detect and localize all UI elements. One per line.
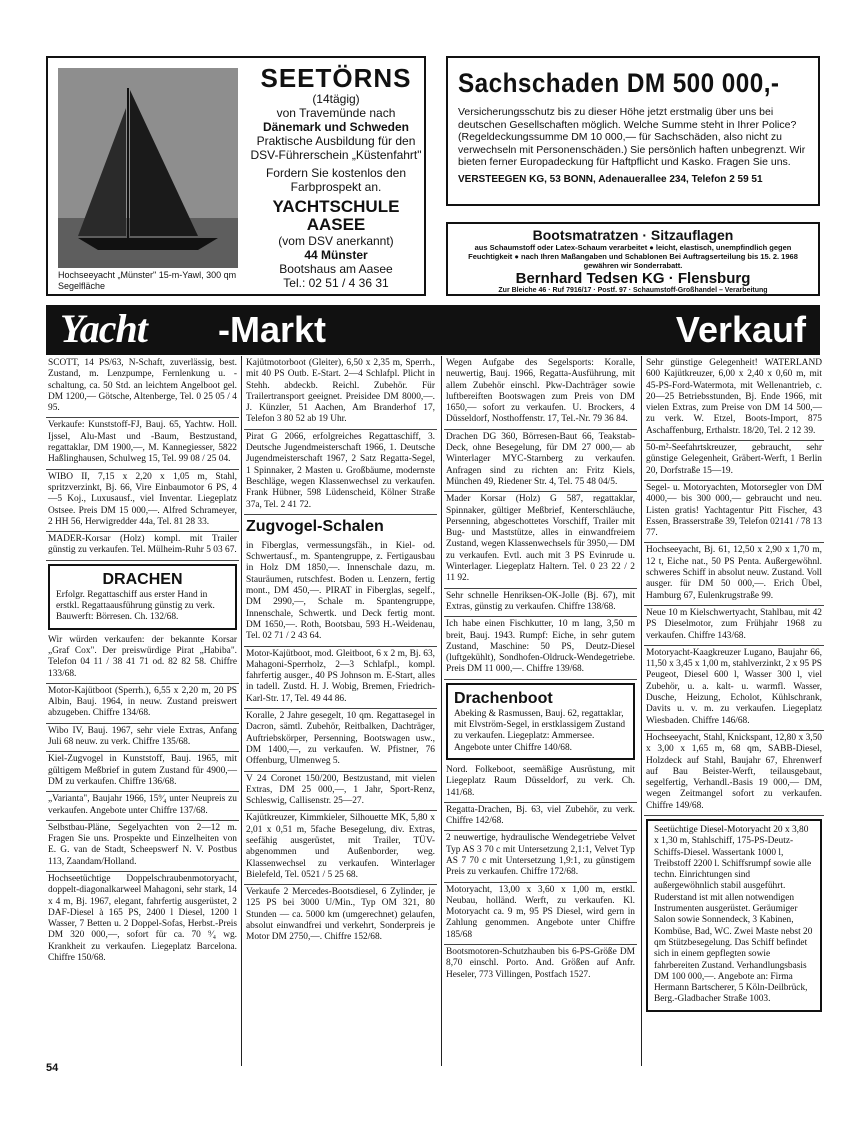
classified-entry: Ich habe einen Fischkutter, 10 m lang, 3,50 m breit, Bauj. 1943. Rumpf: Eiche, in sehr gutem Zustand, Maschine: 50 PS, Deutz-Diesel (luftgekühlt), Sondhofen-Oldruck-Wendegetriebe. Preis DM 11 000,—. Chiffre 139/68. [444, 617, 637, 679]
yacht-logo: Yacht [60, 306, 147, 351]
photo-caption: Hochseeyacht „Münster" 15-m-Yawl, 300 qm Segelfläche [58, 270, 237, 291]
zugvogel-text: in Fiberglas, vermessungsfäh., in Kiel- od. Schwertausf., m. Spantengruppe, z. Fertigausbau in Holz DM 1850,—. Innenschale dazu, m. Stauräumen, rutschfest. Boden u. Lenzern, fertig mont., DM 450,—. PIRAT in Fiberglas, segelf., DM 2990,—, Schale m. Spantengruppe, Innenschale, Schwertk. und Deck fertig mont. DM 1650,—. Roth, Bootsbau, 593 H.-Weidenau, Tel. 02 71 / 2 43 64. [244, 539, 437, 647]
classified-entry: Pirat G 2066, erfolgreiches Regattaschiff, 3. Deutsche Jugendmeisterschaft 1966, 1. Deutsche Jugendmeisterschaft 1967, 2 Satz Regatta-Segel, 1 Spinnaker, 2 Masten u. Großbäume, modernste Beschläge, wegen Klassenwechsel zu verkaufen. Frank Hübner, 598 Lüdenscheid, Kölner Straße 37a, Tel. 2 41 72. [244, 430, 437, 515]
classified-entry: V 24 Coronet 150/200, Bestzustand, mit vielen Extras, DM 25 000,—, 1 Jahr, Sport-Renz, Schleswig, Callisenstr. 25—27. [244, 772, 437, 812]
bootsmatratzen-title: Bootsmatratzen · Sitzauflagen [532, 227, 734, 243]
seetoerns-text [248, 64, 424, 290]
sachschaden-address: VERSTEEGEN KG, 53 BONN, Adenauerallee 234, Telefon 2 59 51 [458, 173, 763, 185]
seetoerns-line2: Dänemark und Schweden [262, 120, 410, 134]
classified-entry: Selbstbau-Pläne, Segelyachten von 2—12 m. Fragen Sie uns. Prospekte und Einzelheiten von E. G. van de Stadt, Scheepswerf N. V. Postbus 113, Zaandam/Holland. [46, 821, 239, 872]
classified-entry: Motor-Kajütboot, mod. Gleitboot, 6 x 2 m, Bj. 63, Mahagoni-Sperrholz, 2—3 Schlafpl., kompl. fahrfertig ausger., 40 PS Johnson m. E-Start, alles in tadell. Zustd. H. J. Wobig, Bremen, Friedrich-Karl-Str. 17, Tel. 49 44 86. [244, 647, 437, 709]
column-divider [441, 356, 442, 1066]
classified-entry: WIBO II, 7,15 x 2,20 x 1,05 m, Stahl, spritzverzinkt, Bj. 66, Vire Einbaumotor 6 PS, 4—5 Koj., Luxusausf., viel Inventar. Liegeplatz Ostsee. Preis DM 15 000,—. Alfred Schrameyer, 2 HH 56, Herwigredder 44a, Tel. 81 28 33. [46, 470, 239, 532]
column-1 [46, 356, 239, 967]
seetoerns-title: SEETÖRNS [260, 63, 412, 93]
classified-entry: 2 neuwertige, hydraulische Wendegetriebe Velvet Typ AS 3 70 c mit Untersetzung 2,1:1, Velvet Typ AS 7 70 c mit Untersetzung 1,9:1, zu günstigem Preis zu verkaufen. Chiffre 172/68. [444, 831, 637, 882]
classified-entry: Motor-Kajütboot (Sperrh.), 6,55 x 2,20 m, 20 PS Albin, Bauj. 1964, in neuw. Zustand preiswert abzugeben. Chiffre 134/68. [46, 684, 239, 724]
classified-entry: Wegen Aufgabe des Segelsports: Koralle, neuwertig, Bauj. 1966, Regatta-Ausführung, mit allem Zubehör einschl. Pkw-Dachträger sowie luftbereiften Bootswagen zum Preis von DM 1650,— sofort zu verkaufen. U. Brockers, 4 Düsseldorf, Nosthoffenstr. 17, Tel.-Nr. 79 36 84. [444, 356, 637, 430]
classified-entry: SCOTT, 14 PS/63, N-Schaft, zuverlässig, best. Zustand, m. Lenzpumpe, Fernlenkung u. -schaltung, ca. 50 Std. an leichtem Angelboot gel. DM 1200,— Götsche, Altenberge, Tel. 0 25 05 / 4 95. [46, 356, 239, 418]
sachschaden-body: Versicherungsschutz bis zu dieser Höhe jetzt erstmalig über uns bei deutschen Gesellschaften möglich. Welche Summe steht in Ihrer Police? (Regeldeckungssumme DM 10 000,— für Sachschäden, also nicht zu verwechseln mit Personenschäden.) Sie persönlich haften unbegrenzt. Wir bieten ferner Europadeckung für Haftpflicht und Kasko. Fragen Sie uns. [458, 106, 806, 168]
bootsmatratzen-body: aus Schaumstoff oder Latex-Schaum verarbeitet ● leicht, elastisch, unempfindlich gegen Feuchtigkeit ● nach Ihren Maßangaben und Schablonen Bei Auftragserteilung bis 15. 2. 1968 gewähren wir Sonderrabatt. [468, 243, 798, 270]
page-number: 54 [46, 1062, 59, 1074]
seetoerns-freq: (14tägig) [312, 92, 360, 106]
diesel-motoryacht-box: Seetüchtige Diesel-Motoryacht 20 x 3,80 x 1,30 m, Stahlschiff, 175-PS-Deutz-Schiffs-Diesel. Wassertank 1000 l, Treibstoff 2200 l. Schiffsrumpf sowie alle techn. Einrichtungen sind außergewöhnlich stabil ausgeführt. Ruderstand ist mit allen notwendigen Instrumenten ausgerüstet. Geräumiger Salon sowie Sonnendeck, 3 Kabinen, Kombüse, Bad, WC. Zwei Maste nebst 20 qm Stützbesegelung. Das Schiff befindet sich in einem gepflegten sowie fahrbereiten Zustand. Verhandlungsbasis DM 100 000,—. Angebote an: Firma Hermann Bartscherer, 5 Köln-Deilbrück, Berg.-Gladbacher Straße 1003. [646, 819, 822, 1012]
classified-entry: Neue 10 m Kielschwertyacht, Stahlbau, mit 42 PS Dieselmotor, zum Frühjahr 1968 zu verkaufen. Chiffre 143/68. [644, 606, 824, 646]
classified-entry: Kajütmotorboot (Gleiter), 6,50 x 2,35 m, Sperrh., mit 40 PS Outb. E-Start. 2—4 Schlafpl. Plicht in Stehh. abdeckb. Reichl. Zubehör. Für Trailertransport geeignet. Preisidee DM 8000,—. J. Künzler, 51 Aachen, Am Branderhof 17, Telefon 3 80 52 ab 19 Uhr. [244, 356, 437, 430]
classified-entry: Kiel-Zugvogel in Kunststoff, Bauj. 1965, mit gültigem Meßbrief in gutem Zustand für 4900,— DM zu verkaufen. Chiffre 136/68. [46, 752, 239, 792]
classified-entry: Kajütkreuzer, Kimmkieler, Silhouette MK, 5,80 x 2,01 x 0,51 m, 5fache Besegelung, div. Extras, seefähig ausgerüstet, mit Trailer, TÜV-abgenommen und Außenborder, weg. Klassenwechsel zu verkaufen. Winterlager Bielefeld, Tel. 0521 / 5 25 68. [244, 811, 437, 885]
ad-sachschaden [446, 56, 820, 206]
zugvogel-title: Zugvogel-Schalen [246, 517, 384, 535]
seetoerns-city: 44 Münster [304, 248, 368, 262]
classified-entry: Hochseeyacht, Bj. 61, 12,50 x 2,90 x 1,70 m, 12 t, Eiche nat., 50 PS Penta. Außergewöhnl. schweres Schiff in absolut neuw. Zustand. Voll ausger. für DM 50 000,—. Erich Übel, Hamburg 67, Eulenkrugstraße 99. [644, 543, 824, 605]
column-2 [244, 356, 437, 947]
classified-entry: Sehr günstige Gelegenheit! WATERLAND 600 Kajütkreuzer, 6,00 x 2,40 x 0,60 m, mit 45-PS-Ford-Watermota, mit Wellenantrieb, c. 20—25 Betriebsstunden, Bj. Ende 1966, mit vielen Extras, zum Preise von DM 14 500,— zu verk. W. Etzel, Boots-Import, 875 Aschaffenburg, Erthalstr. 18/20, Tel. 2 12 39. [644, 356, 824, 441]
sachschaden-headline: Sachschaden DM 500 000,- [458, 68, 780, 98]
classified-entry: Hochseeyacht, Stahl, Knickspant, 12,80 x 3,50 x 3,00 x 1,65 m, 68 qm, SABB-Diesel, Holzdeck auf Stahl, Baujahr 67, Ehrenwerf auf Bau Beister-Werft, teilausgebaut, segelfertig, Verhandl.-Basis 19 000,— DM, wegen Zeitmangel sofort zu verkaufen. Chiffre 149/68. [644, 731, 824, 816]
classified-entry: Drachen DG 360, Börresen-Baut 66, Teakstab-Deck, ohne Besegelung, für DM 27 000,— ab Winterlager MYC-Starnberg zu verkaufen. Anfragen sind zu richten an: Fritz Kiels, München 49, Riedener Str. 4, Tel. 75 48 04/5. [444, 430, 637, 492]
classified-entry: Wibo IV, Bauj. 1967, sehr viele Extras, Anfang Juli 68 neuw. zu verk. Chiffre 135/68. [46, 724, 239, 753]
classified-entry: Verkaufe: Kunststoff-FJ, Bauj. 65, Yachtw. Holl. Ijssel, Alu-Mast und -Baum, Bestzustand, regattaklar, DM 1900,—, M. Kannegiesser, 5822 Haßlinghausen, Schulweg 15, Tel. 99 08 / 25 04. [46, 418, 239, 469]
seetoerns-line3: Praktische Ausbildung für den DSV-Führerschein „Küstenfahrt" [250, 134, 422, 162]
drachen-text: Erfolgr. Regattaschiff aus erster Hand in erstkl. Regattaausführung günstig zu verk. Bauwerft: Börresen. Ch. 132/68. [56, 589, 215, 623]
classified-entry: Hochseetüchtige Doppelschraubenmotoryacht, doppelt-diagonalkarweel Mahagoni, sehr stark, 14 x 4 m, Bj. 1967, elegant, fahrfertig ausgerüstet, 2 DAF-Diesel à 165 PS, 2400 l Diesel, 1200 l Wasser, 7 Betten u. 2 Doppel-Sofas, Herbst.-Preis DM 320 000,—, sofort für ca. 70 ⁹⁄₄ wg. Krankheit zu verkaufen. Liegeplatz Barcelona. Chiffre 150/68. [48, 873, 237, 964]
seetoerns-phone: Tel.: 02 51 / 4 36 31 [283, 276, 389, 290]
classified-entry: Mader Korsar (Holz) G 587, regattaklar, Spinnaker, gültiger Meßbrief, Kenterschläuche, Persenning, abgeschottetes Vorschiff, Trailer mit Bug- und Maststütze, alles in einwandfreiem Zustand, wegen Klassenwechsels für 3950,— DM zu verkaufen. Evtl. auch mit 3 PS Evinrude u. Winterlager. Liegeplatz Haltern. Tel. 0 23 22 / 2 11 92. [444, 492, 637, 588]
column-divider [641, 356, 642, 1066]
drachenboot-title: Drachenboot [454, 689, 553, 707]
column-4 [644, 356, 824, 1015]
classified-entry: Nord. Folkeboot, seemäßige Ausrüstung, mit Liegeplatz Raum Düsseldorf, zu verk. Ch. 141/68. [444, 763, 637, 803]
seetoerns-line4: Fordern Sie kostenlos den Farbprospekt an. [265, 166, 407, 194]
drachenboot-box [446, 683, 635, 760]
classified-entry: Segel- u. Motoryachten, Motorsegler von DM 4000,— bis 300 000,— gebraucht und neu. Listen gratis! Yachtagentur Pitt Fischer, 43 Essen, Brasserstraße 39, Telefon 02141 / 78 13 77. [644, 481, 824, 543]
classified-entry: „Varianta", Baujahr 1966, 15⁹⁄₄ unter Neupreis zu verkaufen. Angebote unter Chiffre 137/68. [46, 792, 239, 821]
classified-entry: Motoryacht, 13,00 x 3,60 x 1,00 m, erstkl. Neubau, holländ. Werft, zu verkaufen. Kl. Motoryacht ca. 9 m, 95 PS Diesel, wird gern in Zahlung genommen. Angebote unter Chiffre 185/68 [444, 883, 637, 945]
classified-entry: Regatta-Drachen, Bj. 63, viel Zubehör, zu verk. Chiffre 142/68. [444, 803, 637, 832]
classified-entry: Wir würden verkaufen: der bekannte Korsar „Graf Cox". Der preiswürdige Pirat „Habiba". Telefon 04 11 / 38 41 71 od. 82 82 58. Chiffre 133/68. [46, 633, 239, 684]
drachenboot-text: Abeking & Rasmussen, Bauj. 62, regattaklar, mit Elvström-Segel, in erstklassigem Zustand zu verkaufen. Liegeplatz: Ammersee. Angebote unter Chiffre 140/68. [454, 708, 626, 753]
verkauf-title: Verkauf [675, 309, 806, 350]
seetoerns-line1: von Travemünde nach [276, 106, 396, 120]
classified-entry: Motoryacht-Kaagkreuzer Lugano, Baujahr 66, 11,50 x 3,45 x 1,00 m, stahlverzinkt, 2 x 95 PS Peugeot, Diesel 600 l, Wasser 300 l, viel Zubehör, u. a. kalt- u. warmfl. Wasser, Dusche, Heizung, Echolot, Kühlschrank, Davits u. v. m. zu verkaufen. Liegeplatz Wiesbaden. Chiffre 146/68. [644, 646, 824, 731]
classified-entry: 50-m²-Seefahrtskreuzer, gebraucht, sehr günstige Gelegenheit, Gräbert-Werft, 1 Berlin 20, Dorfstraße 15—19. [644, 441, 824, 481]
ad-seetoerns [46, 56, 426, 296]
sailboat-illustration [58, 68, 238, 268]
seetoerns-house: Bootshaus am Aasee [279, 262, 393, 276]
drachen-title: DRACHEN [102, 570, 183, 588]
classified-entry: MADER-Korsar (Holz) kompl. mit Trailer günstig zu verkaufen. Tel. Mülheim-Ruhr 5 03 67. [46, 532, 239, 561]
markt-title: -Markt [218, 309, 327, 350]
bootsmatratzen-company: Bernhard Tedsen KG · Flensburg [515, 270, 751, 287]
classified-entry: Verkaufe 2 Mercedes-Bootsdiesel, 6 Zylinder, je 125 PS bei 3000 U/Min., Typ OM 321, 80 Stunden — ca. 5000 km (umgerechnet) gelaufen, absolut einwandfrei und verkehrt, Sonderpreis je Motor DM 2750,—. Chiffre 152/68. [246, 887, 435, 943]
ad-bootsmatratzen [446, 222, 820, 296]
column-divider [241, 356, 242, 1066]
seetoerns-school: YACHTSCHULE AASEE [272, 197, 400, 234]
classified-entry: Bootsmotoren-Schutzhauben bis 6-PS-Größe DM 8,70 einschl. Porto. And. Größen auf Anfr. Heseler, 773 Villingen, Postfach 1527. [446, 947, 635, 980]
drachen-box [48, 564, 237, 630]
yacht-markt-header [46, 305, 820, 355]
sailboat-photo [58, 68, 238, 268]
classified-entry: Sehr schnelle Henriksen-OK-Jolle (Bj. 67), mit Extras, günstig zu verkaufen. Chiffre 138/68. [444, 589, 637, 618]
column-3 [444, 356, 637, 984]
bootsmatratzen-address: Zur Bleiche 46 · Ruf 7916/17 · Postf. 97 · Schaumstoff-Großhandel – Verarbeitung [498, 287, 768, 294]
classified-entry: Koralle, 2 Jahre gesegelt, 10 qm. Regattasegel in Dacron, sämtl. Zubehör, Reitbalken, Dachträger, Auftriebskörper, Persenning, Bootswagen usw., DM 1400,—, zu verkaufen. W. Pfistner, 76 Offenburg, Ulmenweg 5. [244, 709, 437, 771]
seetoerns-recognized: (vom DSV anerkannt) [278, 234, 394, 248]
